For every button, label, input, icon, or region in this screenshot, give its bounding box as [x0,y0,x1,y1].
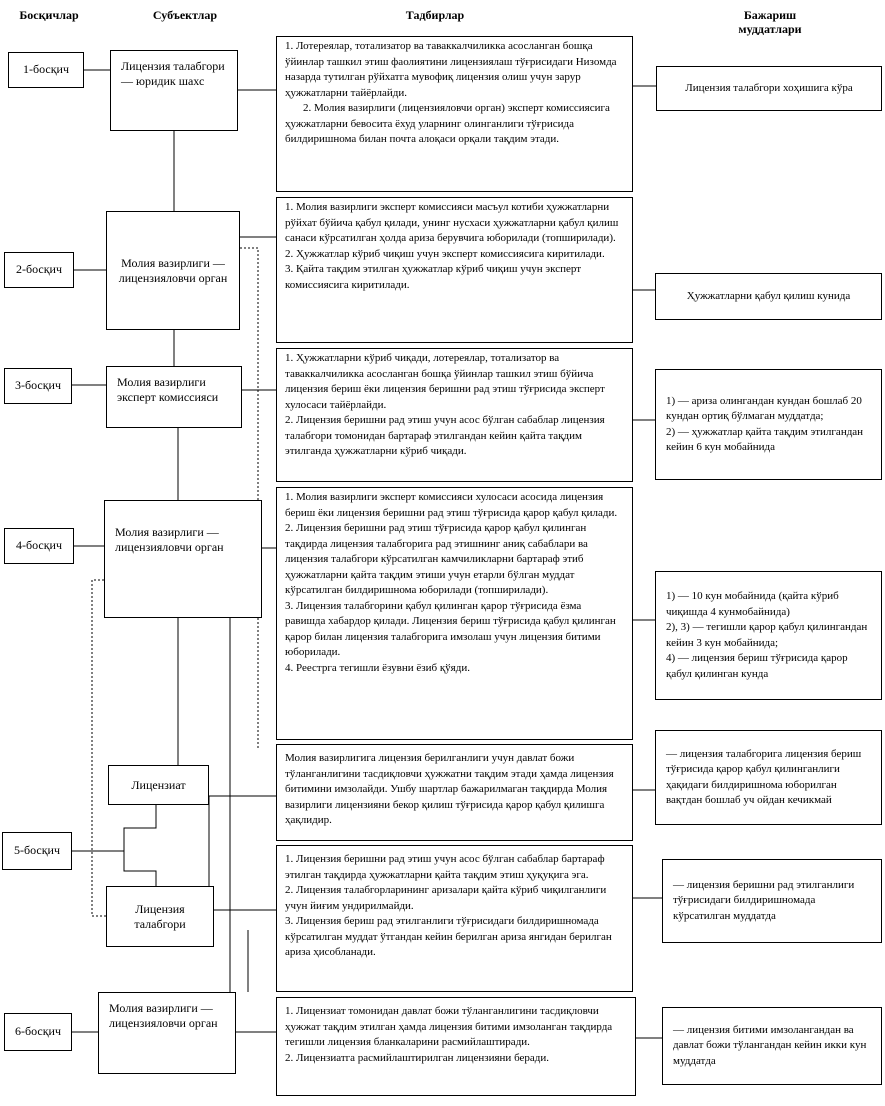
action-item: 1. Молия вазирлиги эксперт комиссияси хулосаси асосида лицензия бериш ёки лицензия беришни рад этиш тўғрисида қарор қабул қилади. [285,491,618,519]
deadline-stage-1 [656,66,882,111]
actions-stage-5-licensee [276,744,633,841]
deadline-item: 1) — 10 кун мобайнида (қайта кўриб чиқишда 4 кунмобайнида) [666,590,839,618]
deadline-item: — лицензия талабгорига лицензия бериш тўғрисида қарор қабул қилинганлиги ҳақидаги билдиришнома юборилган вақтдан бошлаб уч ойдан кечикмай [666,747,862,806]
action-item: 2. Ҳужжатлар кўриб чиқиш учун эксперт комиссиясига киритилади. [285,247,605,260]
deadline-item: Ҳужжатларни қабул қилиш кунида [686,289,851,302]
header-stages: Босқичлар [19,8,79,22]
header-deadlines-line2: муддатлари [738,22,802,36]
action-item: 2. Лицензия беришни рад этиш тўғрисида қарор қабул қилинган тақдирда лицензия талабгорига рад этишнинг аниқ сабаблари ва лицензия талабгори кўрсатилган камчиликларни бартараф этиб ҳужжатларни қайта тақдим этиши учун етарли бўлган муддат кўрсатилган билдиришнома юборилади (топширилади). [285,522,588,596]
action-item: 2. Молия вазирлиги (лицензияловчи орган) эксперт комиссиясига ҳужжатларни бевосита ёхуд уларнинг олинганлиги тўғрисида билдиришнома билан почта алоқаси орқали тақдим этади. [285,102,610,145]
deadline-stage-6 [662,1007,882,1085]
action-item: 3. Лицензия талабгорини қабул қилинган қарор тўғрисида ёзма равишда хабардор қилади. Лицензия бериш тўғрисида қабул қилинган қарор билан лицензия талабгорига имзолаш учун лицензия битими юборилади. [285,599,616,658]
header-deadlines-line1: Бажариш [743,8,797,22]
action-item: 4. Реестрга тегишли ёзувни ёзиб қўяди. [285,661,470,674]
action-item: 3. Лицензия бериш рад этилганлиги тўғрисидаги билдиришномада кўрсатилган муддат ўтгандан кейин берилган ариза янгидан берилган ариза ҳисобланади. [285,915,612,958]
stage-6: 6-босқич [4,1013,72,1051]
action-item: 3. Қайта тақдим этилган ҳужжатлар кўриб чиқиш учун эксперт комиссиясига киритилади. [285,263,582,291]
stage-3: 3-босқич [4,368,72,404]
deadline-stage-5-applicant [662,859,882,943]
deadline-item: Лицензия талабгори хоҳишига кўра [685,81,853,94]
actions-stage-5-applicant [276,845,633,992]
deadline-stage-2 [655,273,882,320]
action-item: 2. Лицензия талабгорларининг аризалари қайта кўриб чиқилганлиги учун йиғим ундирилмайди. [285,884,607,912]
subject-ministry-licensing-body-4: Молия вазирлиги — лицензияловчи орган [104,500,262,618]
header-subjects: Субъектлар [152,8,218,22]
action-item: 1. Молия вазирлиги эксперт комиссияси масъул котиби ҳужжатларни рўйхат бўйича қабул қилади, унинг нусхаси ҳужжатларни қабул қилиш санаси кўрсатилган ҳолда ариза берувчига юборилади (топширилади). [285,201,619,244]
subject-applicant-legal-entity: Лицензия талабгори — юридик шахс [110,50,238,131]
action-item: 2. Лицензия беришни рад этиш учун асос бўлган сабаблар лицензия талабгори томонидан бартараф этилгандан кейин қайта тақдим этилганда ҳужжатларни кўриб чиқади. [285,414,605,457]
deadline-item: — лицензия беришни рад этилганлиги тўғрисидаги билдиришномада кўрсатилган муддатда [673,878,855,922]
actions-stage-6 [276,997,636,1096]
header-actions: Тадбирлар [405,8,465,22]
subject-ministry-licensing-body-2: Молия вазирлиги — лицензияловчи орган [106,211,240,330]
action-item: 1. Ҳужжатларни кўриб чиқади, лотереялар, тотализатор ва таваккалчиликка асосланган бошқа ўйинлар ташкил этиш бўйича лицензия бериш ёки лицензия беришни рад этиш тўғрисида эксперт хулосаси тайёрлайди. [285,352,605,411]
action-item: 1. Лицензиат томонидан давлат божи тўланганлигини тасдиқловчи ҳужжат тақдим этилган ҳамда лицензия битими имзоланган тақдирда тегишли лицензия бланкаларини расмийлаштиради. [285,1005,613,1048]
stage-1: 1-босқич [8,52,84,88]
subject-ministry-licensing-body-6: Молия вазирлиги — лицензияловчи орган [98,992,236,1074]
action-item: 1. Лицензия беришни рад этиш учун асос бўлган сабаблар бартараф этилган тақдирда ҳужжатларни қайта тақдим этиш ҳуқуқига эга. [285,853,605,881]
deadline-item: 4) — лицензия бериш тўғрисида қарор қабул қилинган кунда [666,652,848,680]
actions-stage-2 [276,197,633,343]
deadline-stage-5-licensee [655,730,882,825]
actions-stage-4 [276,487,633,740]
deadline-item: 1) — ариза олингандан кундан бошлаб 20 кундан ортиқ бўлмаган муддатда; [666,394,862,422]
subject-ministry-expert-commission: Молия вазирлиги эксперт комиссияси [106,366,242,428]
deadline-stage-4 [655,571,882,700]
deadline-item: 2), 3) — тегишли қарор қабул қилингандан кейин 3 кун мобайнида; [666,621,868,649]
subject-licensee: Лицензиат [108,765,209,805]
deadline-stage-3 [655,369,882,480]
stage-2: 2-босқич [4,252,74,288]
action-item: 1. Лотереялар, тотализатор ва таваккалчиликка асосланган бошқа ўйинлар ташкил этиш фаолиятини лицензиялаш тўғрисидаги Низомда назарда тутилган рўйхатга мувофиқ лицензия олиш учун зарур ҳужжатларни тайёрлайди. [285,40,617,99]
stage-5: 5-босқич [2,832,72,870]
actions-stage-1 [276,36,633,192]
subject-license-applicant: Лицензия талабгори [106,886,214,947]
deadline-item: 2) — ҳужжатлар қайта тақдим этилгандан кейин 6 кун мобайнида [666,425,864,453]
actions-stage-3 [276,348,633,482]
action-item: 2. Лицензиатга расмийлаштирилган лицензияни беради. [285,1051,550,1064]
stage-4: 4-босқич [4,528,74,564]
deadline-item: — лицензия битими имзолангандан ва давлат божи тўлангандан кейин икки кун муддатда [673,1023,867,1067]
action-item: Молия вазирлигига лицензия берилганлиги учун давлат божи тўланганлигини тасдиқловчи ҳужжатни тақдим этади ҳамда лицензия битимини имзолайди. Ушбу шартлар бажарилмаган тақдирда Молия вазирлиги лицензияни бекор қилиш тўғрисида қарор қабул қилишга ҳақлидир. [285,752,614,826]
